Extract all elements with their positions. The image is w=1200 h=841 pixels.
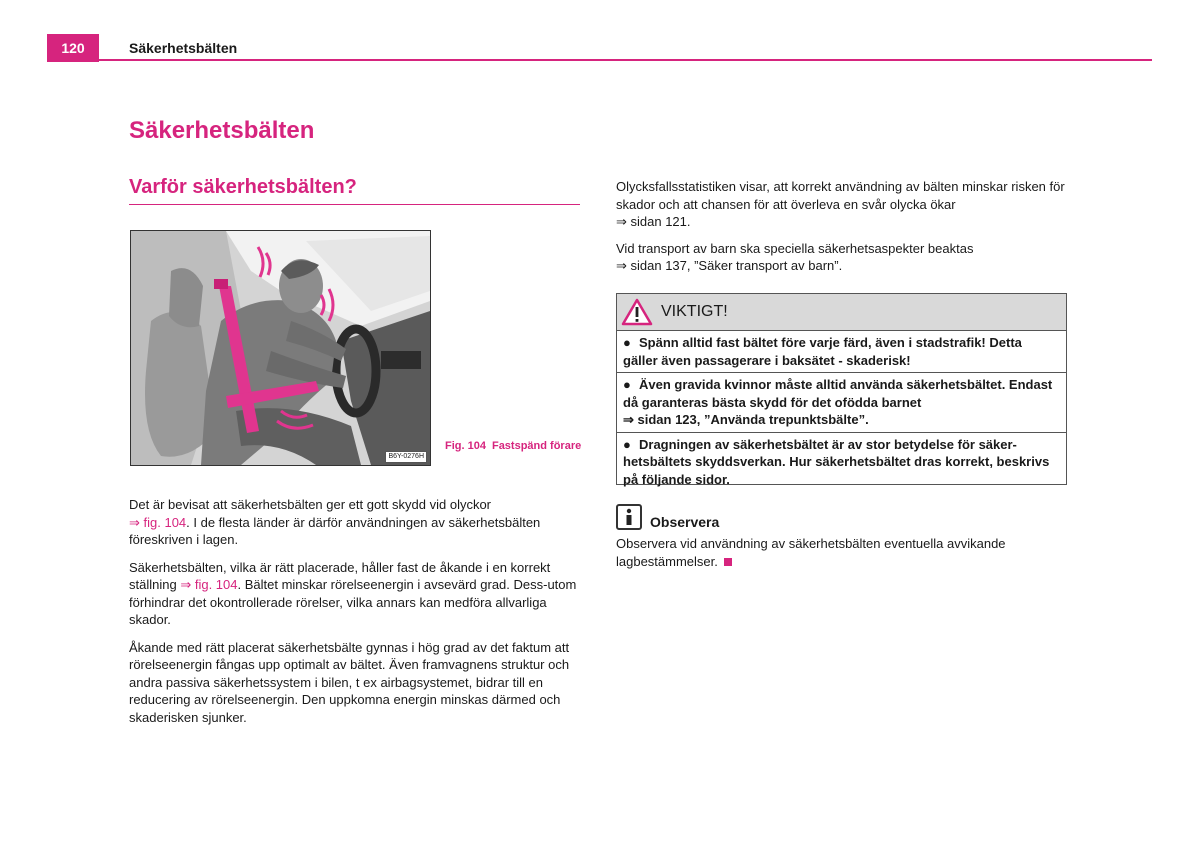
warning-box bbox=[616, 293, 1067, 485]
warning-item: ● Även gravida kvinnor måste alltid använda säkerhetsbältet. Endast då garanteras bästa skydd för det ofödda barnet ⇒ sidan 123, ”Använda trepunktsbälte”. bbox=[617, 373, 1066, 433]
left-body-text bbox=[129, 496, 581, 736]
warning-item: ● Spänn alltid fast bältet före varje färd, även i stadstrafik! Detta gäller även passagerare i baksätet - skaderisk! bbox=[617, 331, 1066, 373]
note-section bbox=[616, 502, 1068, 570]
note-header bbox=[616, 502, 1068, 532]
bullet-icon: ● bbox=[623, 335, 631, 350]
bullet-icon: ● bbox=[623, 377, 631, 392]
warning-triangle-icon bbox=[621, 298, 653, 326]
page-ref-123[interactable]: ⇒ sidan 123, ”Använda trepunktsbälte”. bbox=[623, 412, 869, 427]
fig-104-link[interactable]: ⇒ fig. 104 bbox=[180, 577, 238, 592]
page-title: Säkerhetsbälten bbox=[129, 117, 315, 144]
warning-title: VIKTIGT! bbox=[661, 303, 728, 320]
warning-header bbox=[617, 294, 1066, 331]
fig-104-link[interactable]: ⇒ fig. 104 bbox=[129, 514, 187, 530]
running-head: Säkerhetsbälten bbox=[129, 40, 238, 56]
body-paragraph-2: Säkerhetsbälten, vilka är rätt placerade, håller fast de åkande i en korrekt ställning ⇒ fig. 104. Bältet minskar rörelseenergin i avsevärd grad. Dess-utom förhindrar det okontrollerade rörelser, vilka annars kan medföra allvarliga skador. bbox=[129, 559, 577, 627]
bullet-icon: ● bbox=[623, 436, 631, 452]
figure-caption-text: Fastspänd förare bbox=[491, 440, 582, 452]
header-rule bbox=[47, 59, 1152, 61]
page-ref-121[interactable]: ⇒ sidan 121. bbox=[616, 214, 691, 229]
right-paragraph-2: Vid transport av barn ska speciella säkerhetsaspekter beaktas ⇒ sidan 137, ”Säker transport av barn”. bbox=[616, 240, 974, 273]
right-paragraph-1: Olycksfallsstatistiken visar, att korrekt användning av bälten minskar risken för skador och att chansen för att överleva en svår olycka ökar ⇒ sidan 121. bbox=[616, 179, 1065, 229]
right-body-text bbox=[616, 178, 1068, 284]
figure-seatbelt-driver bbox=[130, 230, 431, 466]
note-title: Observera bbox=[650, 514, 720, 530]
driver-illustration bbox=[131, 231, 430, 465]
note-text: Observera vid användning av säkerhetsbälten eventuella avvikande lagbestämmelser. bbox=[616, 536, 1006, 569]
figure-caption bbox=[445, 439, 585, 453]
body-paragraph-1: Det är bevisat att säkerhetsbälten ger ett gott skydd vid olyckor ⇒ fig. 104. I de flesta länder är därför användningen av säkerhetsbälten föreskriven i lagen. bbox=[129, 497, 541, 547]
end-of-section-marker bbox=[724, 558, 732, 566]
page-number: 120 bbox=[47, 34, 99, 62]
section-title: Varför säkerhetsbälten? bbox=[129, 176, 357, 198]
figure-code: B6Y-0276H bbox=[385, 451, 427, 463]
figure-caption-label: Fig. 104 bbox=[445, 440, 486, 452]
body-paragraph-3: Åkande med rätt placerat säkerhetsbälte gynnas i hög grad av det faktum att rörelseenergin fångas upp optimalt av bältet. Även framvagnens struktur och andra passiva säkerhetssystem i bilen, t ex airbagsystemet, bidrar till en reducering av rörelseenergin. Den uppkomna energin minskas därmed och skaderisken sjunker. bbox=[129, 639, 570, 725]
section-rule bbox=[129, 204, 580, 205]
warning-item: ● Dragningen av säkerhetsbältet är av stor betydelse för säker-hetsbältets skyddsverkan. Hur säkerhetsbältet dras korrekt, beskrivs på följande sidor. bbox=[623, 436, 1050, 487]
page-ref-137[interactable]: ⇒ sidan 137, ”Säker transport av barn”. bbox=[616, 258, 843, 273]
info-icon bbox=[616, 504, 642, 530]
